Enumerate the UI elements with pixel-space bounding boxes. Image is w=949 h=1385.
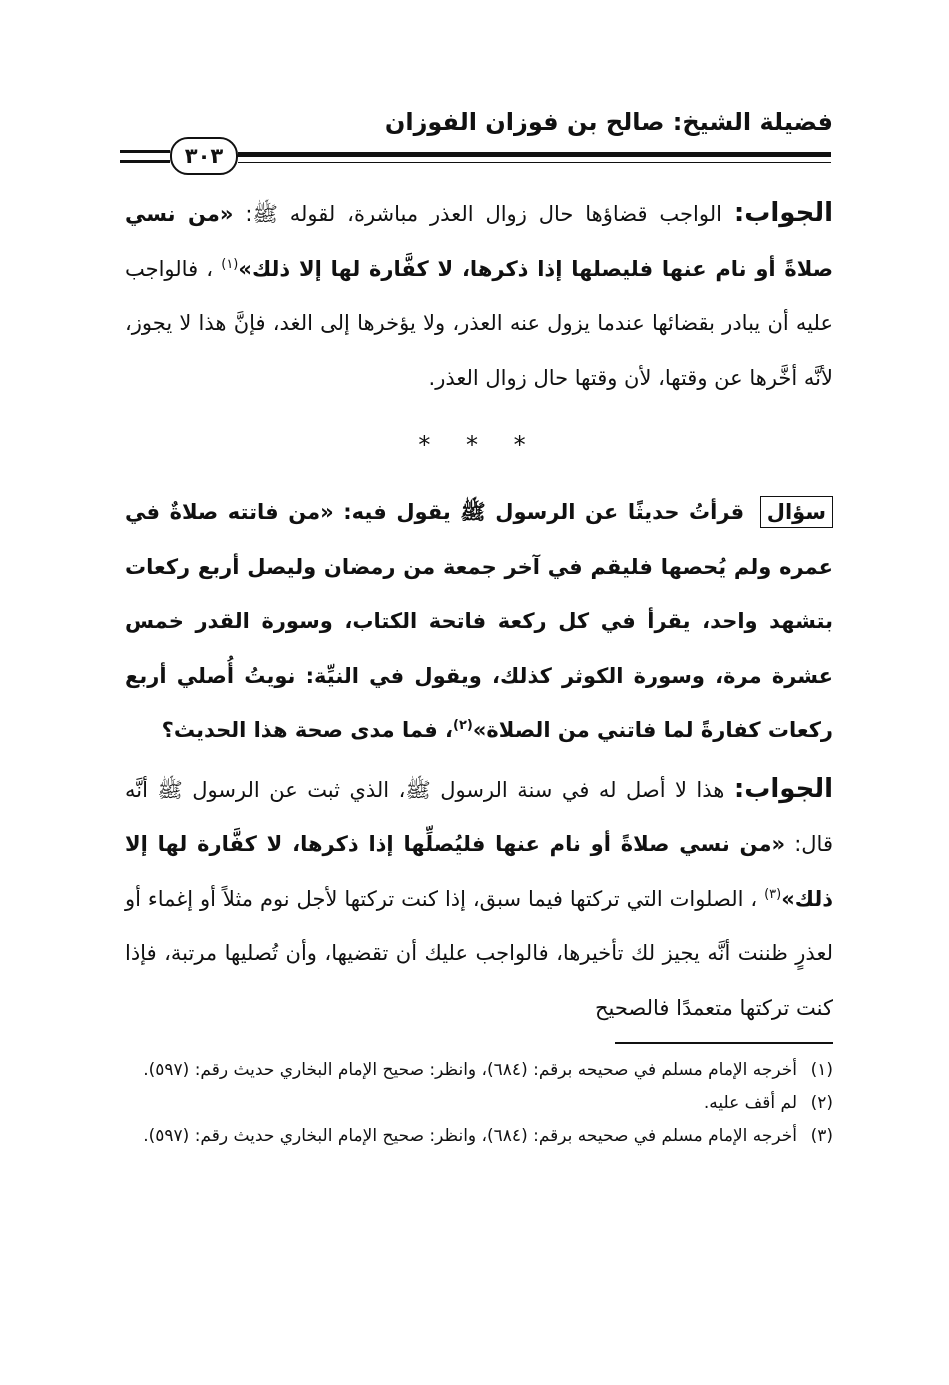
footnote-number: (٢) <box>810 1093 833 1113</box>
hadith-quote: «من نسي صلاةً أو نام عنها فليُصلِّها إذا ذكرها، لا كفَّارة لها إلا ذلك» <box>125 832 833 911</box>
answer-text: الواجب قضاؤها حال زوال العذر مباشرة، لقوله ﷺ: <box>233 202 734 226</box>
header-rule-left-top <box>120 150 170 153</box>
answer-paragraph-1 <box>125 186 833 405</box>
question-label: سؤال <box>760 496 833 528</box>
footnote-text: أخرجه الإمام مسلم في صحيحه برقم: (٦٨٤)، وانظر: صحيح الإمام البخاري حديث رقم: (٥٩٧). <box>143 1060 797 1080</box>
footnotes <box>125 1054 833 1153</box>
answer-paragraph-2 <box>125 762 833 1036</box>
footnote-text: لم أقف عليه. <box>703 1093 797 1113</box>
hadith-quote: «من نسي صلاةً أو نام عنها فليصلها إذا ذكرها، لا كفَّارة لها إلا ذلك» <box>125 202 834 281</box>
answer-label: الجواب: <box>733 198 833 228</box>
footnote-ref: (١) <box>221 256 239 272</box>
answer-label: الجواب: <box>733 773 833 804</box>
answer-text: هذا لا أصل له في سنة الرسول ﷺ، الذي ثبت عن الرسول ﷺ أنَّه قال: <box>125 777 833 856</box>
question-paragraph <box>125 485 833 758</box>
footnote-3 <box>125 1120 833 1153</box>
answer-text: ، فالواجب عليه أن يبادر بقضائها عندما يزول عنه العذر، ولا يؤخرها إلى الغد، فإنَّ هذا لا يجوز، لأنَّه أخَّرها عن وقتها، لأن وقتها حال زوال العذر. <box>125 256 833 390</box>
footnote-2 <box>125 1087 833 1120</box>
footnote-number: (٣) <box>810 1126 833 1146</box>
footnote-1 <box>125 1054 833 1087</box>
question-text: قرأتُ حديثًا عن الرسول ﷺ يقول فيه: «من فاتته صلاةٌ في عمره ولم يُحصها فليقم في آخر جمعة من رمضان وليصل أربع ركعات بتشهد واحد، يقرأ في كل ركعة فاتحة الكتاب، وسورة القدر خمس عشرة مرة، وسورة الكوثر كذلك، ويقول في النيِّة: نويتُ أُصلي أربع ركعات كفارةً لما فاتني من الصلاة» <box>125 500 833 742</box>
header-rule-left-bottom <box>120 160 170 163</box>
question-text: ، فما مدى صحة هذا الحديث؟ <box>161 718 453 742</box>
main-text <box>125 186 833 1035</box>
footnote-number: (١) <box>810 1060 833 1080</box>
running-title: فضيلة الشيخ: صالح بن فوزان الفوزان <box>384 108 833 136</box>
footnote-separator <box>615 1042 833 1044</box>
footnote-ref: (٢) <box>452 718 473 733</box>
section-separator: * * * <box>418 431 540 459</box>
page-number: ٣٠٣ <box>170 137 238 175</box>
header-rule-thin <box>238 162 831 163</box>
header-rule-thick <box>238 152 831 157</box>
footnote-ref: (٣) <box>764 886 782 902</box>
footnote-text: أخرجه الإمام مسلم في صحيحه برقم: (٦٨٤)، وانظر: صحيح الإمام البخاري حديث رقم: (٥٩٧). <box>143 1126 797 1146</box>
answer-text: ، الصلوات التي تركتها فيما سبق، إذا كنت تركتها لأجل نوم مثلاً أو إغماء أو لعذرٍ ظننت أنَّه يجيز لك تأخيرها، فالواجب عليك أن تقضيها، وأن تُصليها مرتبة، فإذا كنت تركتها متعمدًا فالصحيح <box>125 886 833 1020</box>
